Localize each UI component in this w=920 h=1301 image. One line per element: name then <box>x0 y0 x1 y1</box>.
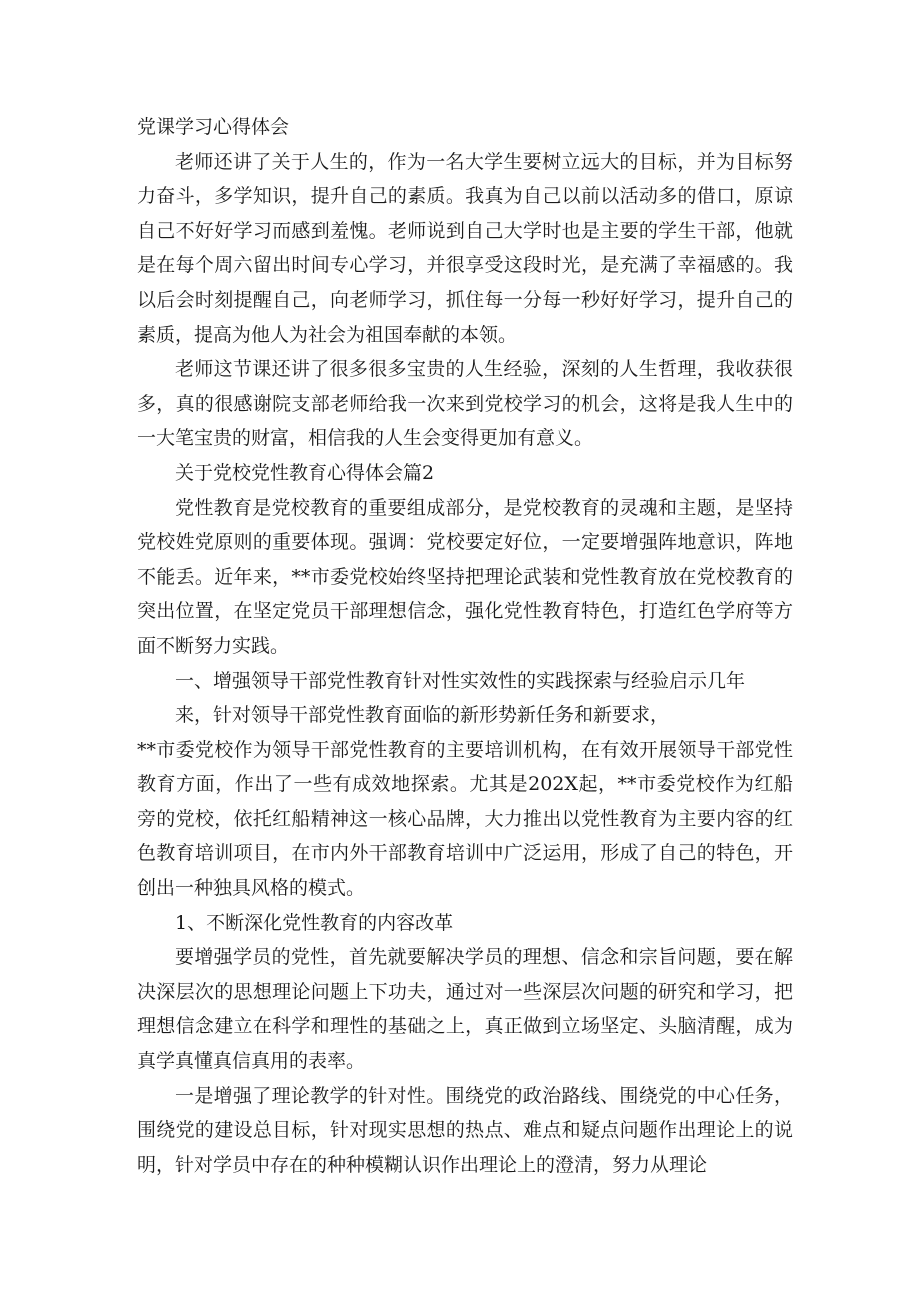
document-body <box>137 110 793 1182</box>
paragraph: 老师还讲了关于人生的，作为一名大学生要树立远大的目标，并为目标努力奋斗，多学知识，提升自己的素质。我真为自己以前以活动多的借口，原谅自己不好好学习而感到羞愧。老师说到自己大学时也是主要的学生干部，他就是在每个周六留出时间专心学习，并很享受这段时光，是充满了幸福感的。我以后会时刻提醒自己，向老师学习，抓住每一分每一秒好好学习，提升自己的素质，提高为他人为社会为祖国奉献的本领。 <box>137 150 793 346</box>
paragraph: 党性教育是党校教育的重要组成部分，是党校教育的灵魂和主题，是坚持党校姓党原则的重要体现。强调：党校要定好位，一定要增强阵地意识，阵地不能丢。近年来，**市委党校始终坚持把理论武装和党性教育放在党校教育的突出位置，在坚定党员干部理想信念，强化党性教育特色，打造红色学府等方面不断努力实践。 <box>137 496 793 657</box>
paragraph: 要增强学员的党性，首先就要解决学员的理想、信念和宗旨问题，要在解决深层次的思想理论问题上下功夫，通过对一些深层次问题的研究和学习，把理想信念建立在科学和理性的基础之上，真正做到立场坚定、头脑清醒，成为真学真懂真信真用的表率。 <box>137 946 793 1073</box>
paragraph: 一是增强了理论教学的针对性。围绕党的政治路线、围绕党的中心任务，围绕党的建设总目标，针对现实思想的热点、难点和疑点问题作出理论上的说明，针对学员中存在的种种模糊认识作出理论上的澄清，努力从理论 <box>137 1084 793 1176</box>
paragraph: 来，针对领导干部党性教育面临的新形势新任务和新要求， <box>175 704 670 727</box>
paragraph: 一、增强领导干部党性教育针对性实效性的实践探索与经验启示几年 <box>175 669 746 692</box>
document-title: 党课学习心得体会 <box>137 116 290 138</box>
paragraph: 老师这节课还讲了很多很多宝贵的人生经验，深刻的人生哲理，我收获很多，真的很感谢院支部老师给我一次来到党校学习的机会，这将是我人生中的一大笔宝贵的财富，相信我的人生会变得更加有意义。 <box>137 358 793 450</box>
paragraph: **市委党校作为领导干部党性教育的主要培训机构，在有效开展领导干部党性教育方面，作出了一些有成效地探索。尤其是202X起，**市委党校作为红船旁的党校，依托红船精神这一核心品牌，大力推出以党性教育为主要内容的红色教育培训项目，在市内外干部教育培训中广泛运用，形成了自己的特色，开创出一种独具风格的模式。 <box>137 738 793 900</box>
section-heading: 关于党校党性教育心得体会篇2 <box>175 461 435 484</box>
subsection-heading: 1、不断深化党性教育的内容改革 <box>175 911 454 934</box>
